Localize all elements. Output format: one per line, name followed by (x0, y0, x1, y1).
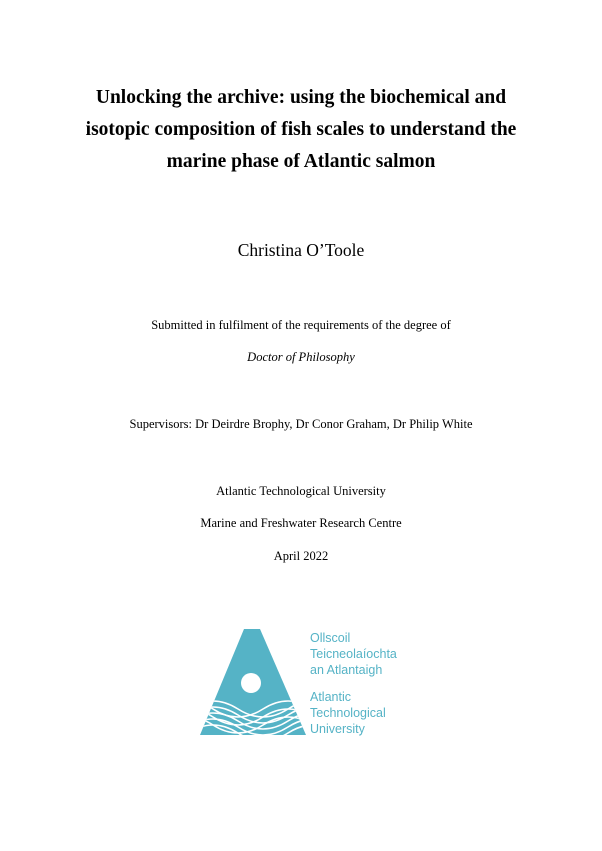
logo-irish-line-3: an Atlantaigh (310, 663, 383, 677)
logo-irish-line-1: Ollscoil (310, 631, 351, 645)
submission-date: April 2022 (273, 549, 329, 563)
thesis-title-line-2: isotopic composition of fish scales to understand the (85, 119, 517, 140)
author-name: Christina O’Toole (237, 240, 365, 260)
thesis-title (40, 82, 562, 178)
logo-english-name (310, 689, 386, 737)
research-centre-name: Marine and Freshwater Research Centre (200, 516, 402, 530)
university-name: Atlantic Technological University (216, 484, 386, 498)
logo-irish-line-2: Teicneolaíochta (310, 647, 397, 661)
submission-statement: Submitted in fulfilment of the requirements of the degree of (151, 318, 451, 332)
thesis-title-line-3: marine phase of Atlantic salmon (166, 151, 436, 172)
logo-irish-name (310, 630, 397, 678)
logo-english-line-2: Technological (310, 706, 386, 720)
logo-english-line-3: University (310, 722, 365, 736)
degree-name: Doctor of Philosophy (247, 350, 355, 364)
atu-triangle-logo-icon (198, 627, 308, 737)
logo-english-line-1: Atlantic (310, 690, 351, 704)
supervisors-line: Supervisors: Dr Deirdre Brophy, Dr Conor Graham, Dr Philip White (129, 417, 473, 431)
thesis-title-line-1: Unlocking the archive: using the biochemical and (95, 87, 507, 108)
